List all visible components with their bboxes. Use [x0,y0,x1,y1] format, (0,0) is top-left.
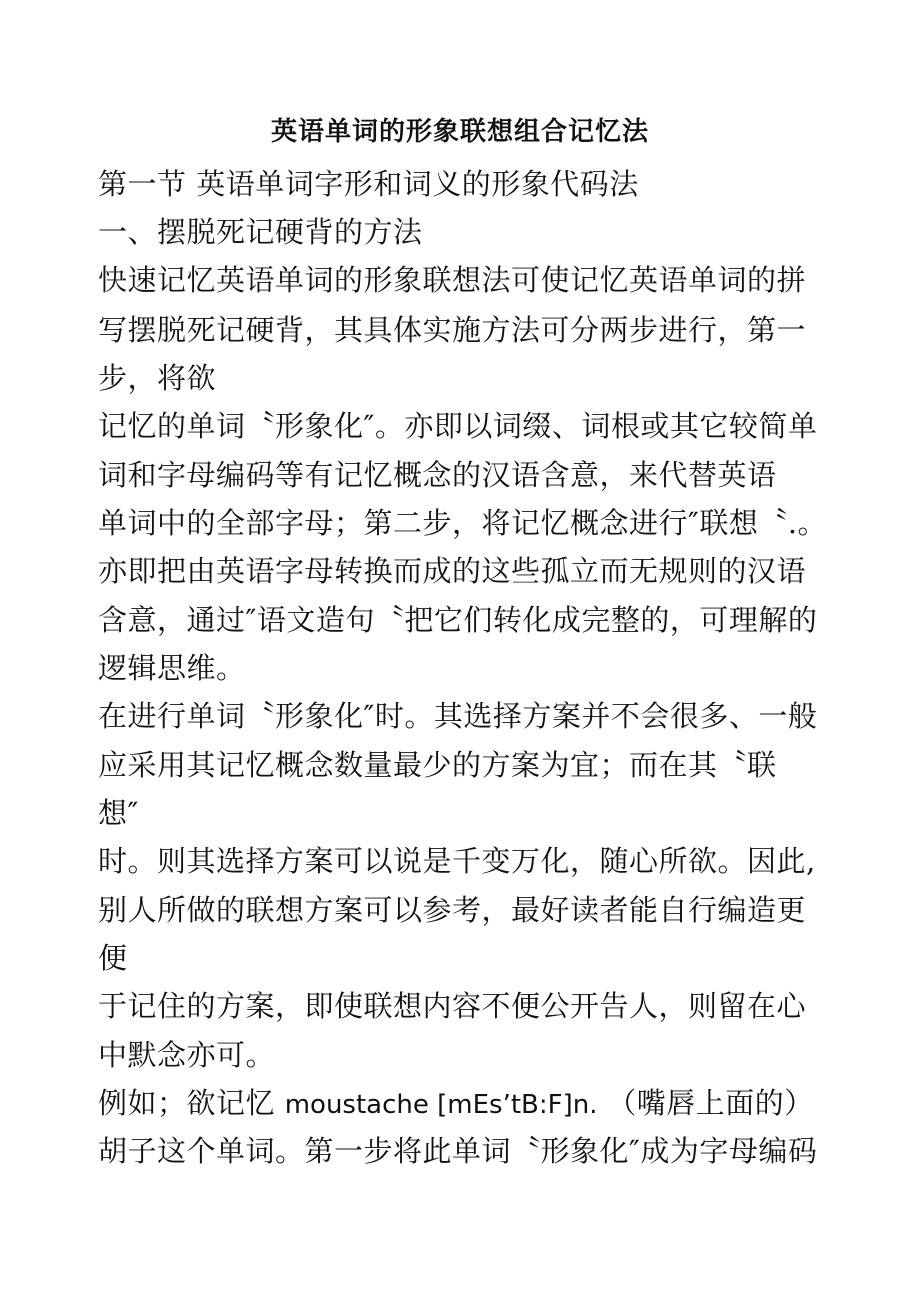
paragraph-line: 别人所做的联想方案可以参考，最好读者能自行编造更 [98,893,807,927]
paragraph-line: 在进行单词〝形象化″时。其选择方案并不会很多、一般 [98,699,818,733]
example-suffix: （嘴唇上面的） [597,1086,814,1120]
paragraph-line: 单词中的全部字母；第二步，将记忆概念进行″联想〝.。 [98,506,828,540]
paragraph-line: 想″ [98,796,139,830]
example-prefix: 例如；欲记忆 [98,1086,285,1120]
paragraph-line: 胡子这个单词。第一步将此单词〝形象化″成为字母编码 [98,1134,818,1168]
paragraph-line: 写摆脱死记硬背，其具体实施方法可分两步进行，第一 [98,313,807,347]
paragraph-line: 亦即把由英语字母转换而成的这些孤立而无规则的汉语 [98,554,807,588]
paragraph-line: 快速记忆英语单词的形象联想法可使记忆英语单词的拼 [98,263,807,297]
example-word: moustache [mEs’tB:F]n. [284,1090,598,1120]
document-title: 英语单词的形象联想组合记忆法 [270,117,649,147]
section-heading: 第一节 英语单词字形和词义的形象代码法 [98,167,639,201]
paragraph-line: 逻辑思维。 [98,651,246,685]
paragraph-line: 应采用其记忆概念数量最少的方案为宜；而在其〝联 [98,748,777,782]
paragraph-line: 中默念亦可。 [98,1038,276,1072]
paragraph-line: 词和字母编码等有记忆概念的汉语含意，来代替英语 [98,458,777,492]
paragraph-line: 记忆的单词〝形象化″。亦即以词缀、词根或其它较简单 [98,409,818,443]
subheading: 一、摆脱死记硬背的方法 [98,215,423,249]
paragraph-line: 于记住的方案，即使联想内容不便公开告人，则留在心 [98,989,807,1023]
paragraph-line: 时。则其选择方案可以说是千变万化，随心所欲。因此, [98,844,816,878]
paragraph-line: 便 [98,941,128,975]
example-line [98,1083,814,1125]
paragraph-line: 含意，通过″语文造句〝把它们转化成完整的，可理解的 [98,603,818,637]
paragraph-line: 步，将欲 [98,361,217,395]
